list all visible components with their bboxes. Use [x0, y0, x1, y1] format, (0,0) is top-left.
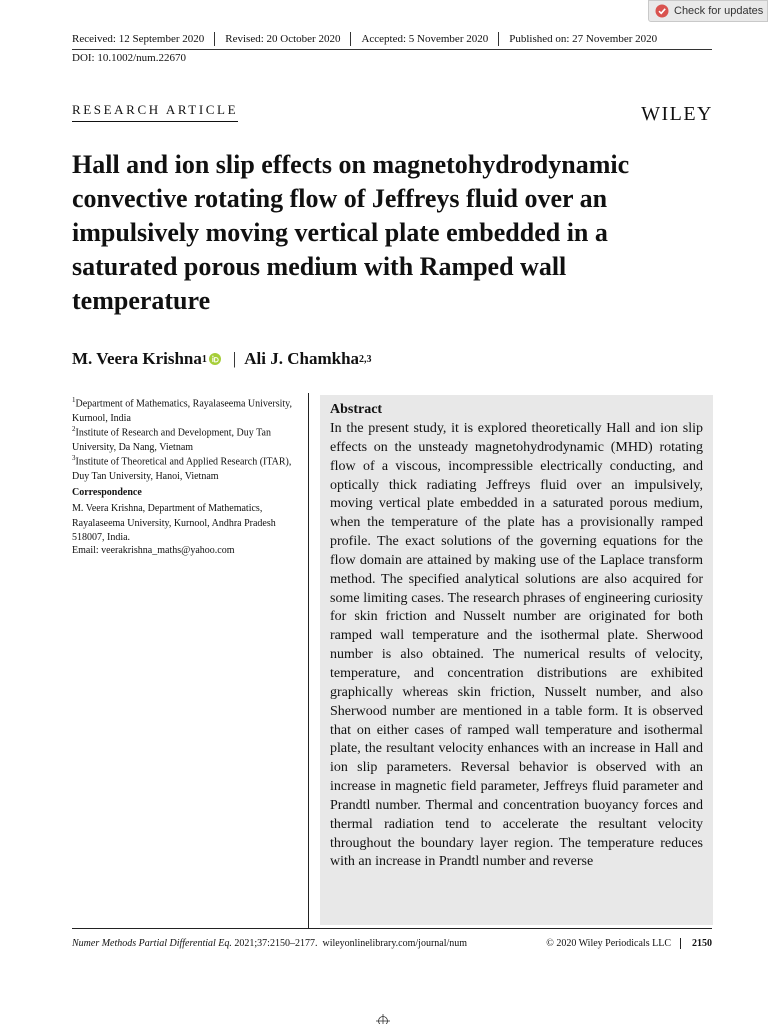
abstract-box	[320, 395, 713, 925]
check-for-updates-button[interactable]	[648, 0, 768, 22]
doi[interactable]: DOI: 10.1002/num.22670	[72, 52, 186, 64]
publisher-logo: WILEY	[641, 103, 713, 125]
date-accepted: Accepted: 5 November 2020	[350, 32, 498, 46]
date-received: Received: 12 September 2020	[72, 33, 205, 45]
paper-title: Hall and ion slip effects on magnetohydrodynamic convective rotating flow of Jeffreys fluid over an impulsively moving vertical plate embedded in a saturated porous medium with Ramped wall temperature	[72, 150, 630, 315]
date-revised: Revised: 20 October 2020	[214, 32, 350, 46]
citation: 2021;37:2150–2177.	[234, 938, 318, 949]
affiliation	[72, 451, 298, 484]
affiliation-number: 2	[72, 425, 76, 433]
author-affil-ref: 1	[201, 353, 207, 365]
crop-mark-icon	[376, 1014, 390, 1024]
affiliation-text: Institute of Research and Development, Duy Tan University, Da Nang, Vietnam	[72, 427, 271, 453]
header-divider	[72, 49, 712, 50]
abstract-heading: Abstract	[330, 402, 383, 417]
publication-dates	[72, 32, 712, 46]
footer	[72, 938, 712, 949]
journal-name: Numer Methods Partial Differential Eq.	[72, 938, 232, 949]
author-name[interactable]: M. Veera Krishna	[72, 349, 202, 368]
journal-url[interactable]: wileyonlinelibrary.com/journal/num	[322, 938, 468, 949]
correspondence-email[interactable]: Email: veerakrishna_maths@yahoo.com	[72, 545, 235, 556]
affiliation-number: 1	[72, 396, 76, 404]
correspondence-heading: Correspondence	[72, 487, 142, 498]
correspondence-address: M. Veera Krishna, Department of Mathematics, Rayalaseema University, Kurnool, Andhra Pradesh 518007, India.	[72, 503, 276, 543]
orcid-icon[interactable]	[209, 353, 221, 365]
author-separator: |	[232, 349, 237, 368]
date-published: Published on: 27 November 2020	[498, 32, 667, 46]
page-number: 2150	[680, 938, 712, 949]
author-affil-ref: 2,3	[359, 353, 372, 365]
copyright: © 2020 Wiley Periodicals LLC	[546, 938, 671, 949]
author-name[interactable]: Ali J. Chamkha	[244, 349, 360, 368]
affiliation-text: Department of Mathematics, Rayalaseema University, Kurnool, India	[72, 398, 292, 424]
author-line	[72, 349, 372, 369]
article-type: RESEARCH ARTICLE	[72, 102, 238, 122]
check-updates-icon	[655, 4, 669, 18]
footer-divider	[72, 928, 712, 929]
check-for-updates-label: Check for updates	[674, 5, 764, 17]
column-divider	[308, 393, 309, 928]
affiliation-text: Institute of Theoretical and Applied Research (ITAR), Duy Tan University, Hanoi, Vietnam	[72, 456, 292, 482]
abstract-text: In the present study, it is explored theoretically Hall and ion slip effects on the unsteady magnetohydrodynamic (MHD) rotating flow of a viscous, incompressible electrically conducting, and optically thick radiating Jeffreys fluid over an impulsively, moving vertical plate embedded in a saturated porous medium, when the temperature of the plate has a provisionally ramped profile. The exact solutions of the governing equations for the flow domain are attained by making use of the Laplace transform method. The specified analytical solutions are also acquired for some limiting cases. The research phrases of engineering curiosity for skin friction and Nusselt number are originated for both ramped wall temperature and the isothermal plate. Sherwood number is also obtained. The numerical results of velocity, temperature, and concentration distributions are exhibited graphically whereas skin friction, Nusselt number, and also Sherwood number are mentioned in a table form. It is observed that on either cases of ramped wall temperature and isothermal plate, the resultant velocity enhances with an increase in Hall and ion slip parameters. Reversal behavior is observed with an increase in magnetic field parameter, Jeffreys fluid parameter and Prandtl number. Thermal and concentration buoyancy forces and thermal radiation tend to accelerate the resultant velocity throughout the boundary layer region. The temperature reduces with an increase in Prandtl number and reverse	[330, 421, 703, 870]
affiliation-number: 3	[72, 454, 76, 462]
